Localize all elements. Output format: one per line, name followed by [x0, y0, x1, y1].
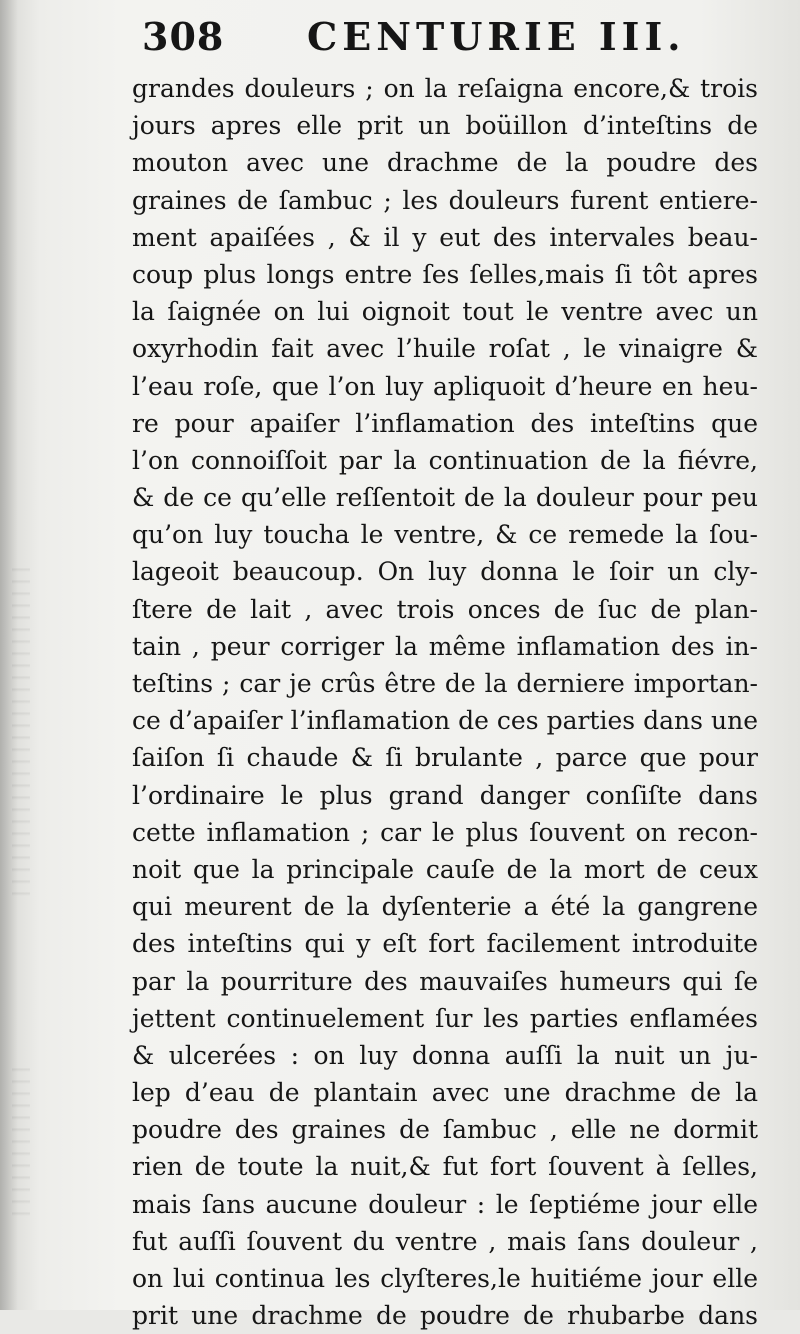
margin-bleed-marks-lower — [12, 1060, 30, 1220]
page-number: 308 — [142, 14, 225, 59]
text-line: ce d’apaiſer l’inflamation de ces parties dans une — [132, 706, 758, 736]
text-line: & de ce qu’elle reſſentoit de la douleur pour peu — [132, 483, 758, 513]
text-line: on lui continua les clyſteres,le huitiéme jour elle — [132, 1264, 758, 1293]
body-text — [132, 70, 758, 1334]
text-line: tain , peur corriger la même inflamation des in- — [132, 631, 758, 661]
text-line: la ſaignée on lui oignoit tout le ventre avec un — [132, 297, 758, 327]
text-line: noit que la principale cauſe de la mort de ceux — [132, 854, 758, 884]
text-line: lep d’eau de plantain avec une drachme de la — [132, 1078, 758, 1108]
text-line: l’on connoiſſoit par la continuation de la fiévre, — [132, 445, 758, 475]
text-line: ment apaiſées , & il y eut des intervales beau- — [132, 222, 758, 252]
text-line: qu’on luy toucha le ventre, & ce remede la ſou- — [132, 520, 758, 550]
text-line: l’eau roſe, que l’on luy apliquoit d’heure en heu- — [132, 371, 758, 401]
page-header — [142, 12, 782, 70]
text-line: & ulcerées : on luy donna auſſi la nuit un ju- — [132, 1040, 758, 1070]
text-line: re pour apaiſer l’inflamation des inteſtins que — [132, 408, 758, 438]
text-line: fut auſſi ſouvent du ventre , mais ſans douleur , — [132, 1226, 758, 1256]
text-line: mais ſans aucune douleur : le ſeptiéme jour elle — [132, 1189, 758, 1219]
text-line: jours apres elle prit un boüillon d’inteſtins de — [132, 111, 758, 141]
text-line: ſtere de lait , avec trois onces de ſuc de plan- — [132, 594, 758, 624]
margin-bleed-marks — [12, 560, 30, 900]
text-line: qui meurent de la dyſenterie a été la gangrene — [132, 892, 758, 922]
text-line: cette inflamation ; car le plus ſouvent on recon- — [132, 817, 758, 847]
text-line: grandes douleurs ; on la reſaigna encore,& trois — [132, 74, 758, 103]
text-line: poudre des graines de ſambuc , elle ne dormit — [132, 1115, 758, 1145]
text-line: oxyrhodin fait avec l’huile roſat , le vinaigre & — [132, 334, 758, 364]
text-line: des inteſtins qui y eſt fort facilement introduite — [132, 929, 758, 959]
text-line: ſaiſon ſi chaude & ſi brulante , parce que pour — [132, 743, 758, 773]
text-line: graines de ſambuc ; les douleurs furent entiere- — [132, 185, 758, 215]
text-line: l’ordinaire le plus grand danger conſiſte dans — [132, 780, 758, 810]
running-head: CENTURIE III. — [307, 14, 686, 59]
text-line: prit une drachme de poudre de rhubarbe dans — [132, 1301, 758, 1331]
text-line: jettent continuelement ſur les parties enflamées — [132, 1003, 758, 1033]
text-line: par la pourriture des mauvaiſes humeurs qui ſe — [132, 966, 758, 996]
text-line: coup plus longs entre ſes ſelles,mais ſi tôt apres — [132, 259, 758, 289]
text-line: mouton avec une drachme de la poudre des — [132, 148, 758, 178]
text-line: rien de toute la nuit,& fut fort ſouvent à ſelles, — [132, 1152, 758, 1182]
text-line: lageoit beaucoup. On luy donna le ſoir un cly- — [132, 557, 758, 587]
text-line: teſtins ; car je crûs être de la derniere importan- — [132, 669, 758, 698]
